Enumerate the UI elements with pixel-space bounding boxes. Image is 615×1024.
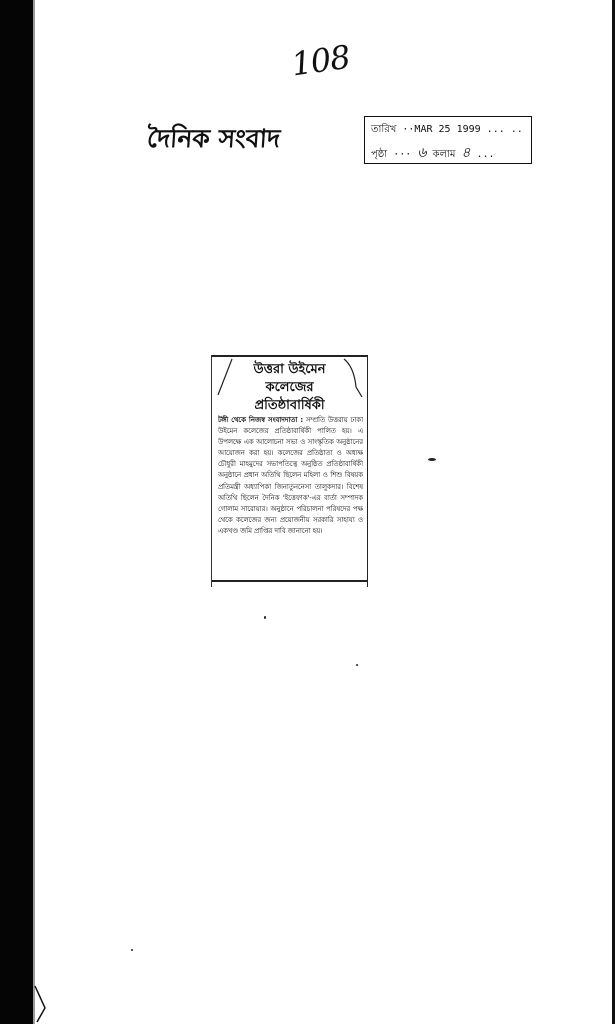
stamp-page-label: পৃষ্ঠা [371,149,388,160]
article-headline [218,361,361,415]
scan-speck [264,616,266,619]
scan-speck [356,664,358,666]
article-body [218,415,363,580]
stamp-column-label: কলাম [432,149,456,160]
scan-speck [131,949,133,951]
article-text: সম্প্রতি উত্তরায় ঢাকা উইমেন কলেজের প্রতিষ্ঠাবার্ষিকী পালিত হয়। এ উপলক্ষে এক আলোচনা সভা ও সাংস্কৃতিক অনুষ্ঠানের আয়োজন করা হয়। কলেজের প্রতিষ্ঠাতা ও অধ্যক্ষ চৌধুরী মাহমুদের সভাপতিত্বে অনুষ্ঠিত প্রতিষ্ঠাবার্ষিকী অনুষ্ঠানে প্রধান অতিথি ছিলেন মহিলা ও শিশু বিষয়ক প্রতিমন্ত্রী অধ্যাপিকা জিনাতুননেসা তালুকদার। বিশেষ অতিথি ছিলেন দৈনিক 'ইত্তেফাক'-এর বার্তা সম্পাদক গোলাম সারোয়ার। অনুষ্ঠানে পরিচালনা পরিষদের পক্ষ থেকে কলেজের জন্য প্রয়োজনীয় সরকারি সাহায্য ও একখণ্ড জমি প্রাপ্তির দাবি জানানো হয়। [218,416,363,535]
stamp-date-row: তারিখ ··MAR 25 1999 ... .. [371,124,523,135]
newspaper-clipping [211,355,368,587]
headline-line-3: প্রতিষ্ঠাবার্ষিকী [254,398,325,413]
scan-speck [428,458,436,461]
stamp-column-value: ৪ [461,145,471,161]
headline-line-1: উত্তরা উইমেন [253,362,326,377]
date-stamp [364,116,532,164]
handwritten-page-number: 108 [289,37,352,84]
stamp-date-value: MAR 25 1999 [414,124,481,135]
stamp-page-value: ৬ [417,145,427,161]
headline-line-2: কলেজের [265,380,314,395]
stamp-date-label: তারিখ [371,124,397,135]
scan-left-shadow [0,0,33,1024]
newspaper-masthead: দৈনিক সংবাদ [146,124,282,153]
scan-left-edge [33,0,35,1024]
stamp-page-row: পৃষ্ঠা ··· ৬ কলাম ৪ ... [371,145,495,161]
page-curl-mark [33,984,53,1024]
article-byline: টঙ্গী থেকে নিজস্ব সংবাদদাতা : [218,416,304,424]
clipping-bottom-border [212,580,367,582]
